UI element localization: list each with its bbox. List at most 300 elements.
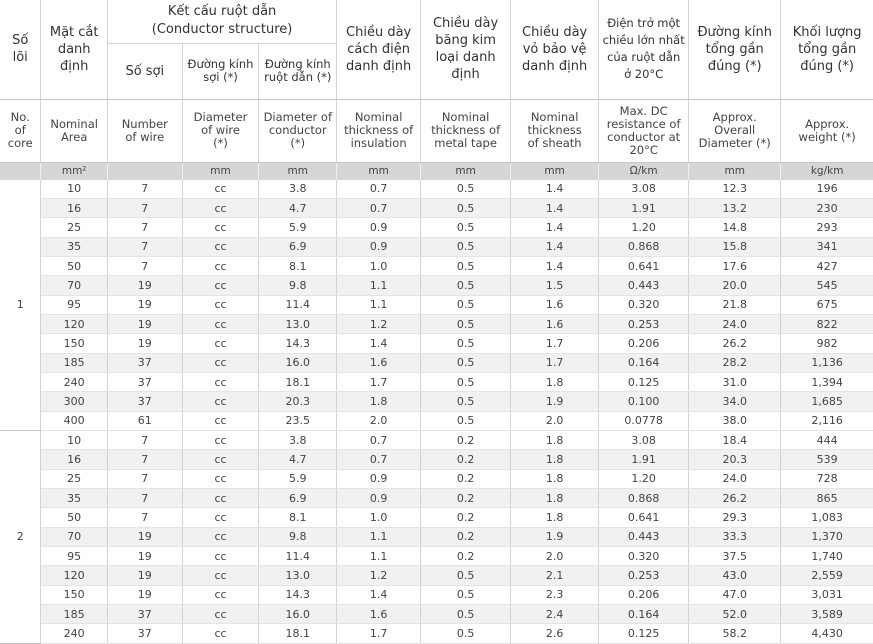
- table-row: [0, 624, 873, 643]
- table-row: [0, 198, 873, 217]
- cell-diameter-wire: cc: [182, 256, 259, 275]
- cell-diameter-conductor: 9.8: [259, 527, 337, 546]
- cell-metal-tape: 0.5: [421, 605, 511, 624]
- header-thick-metal-tape: Nominal thickness of metal tape: [421, 99, 511, 162]
- cell-overall-diameter: 29.3: [689, 508, 781, 527]
- cell-sheath: 1.8: [511, 508, 599, 527]
- cell-weight: 728: [781, 469, 873, 488]
- cell-area: 50: [41, 508, 108, 527]
- table-row: [0, 353, 873, 372]
- cell-number-wire: 7: [107, 489, 182, 508]
- cell-resistance: 0.443: [599, 276, 689, 295]
- cell-area: 35: [41, 489, 108, 508]
- cell-weight: 2,559: [781, 566, 873, 585]
- cell-diameter-wire: cc: [182, 411, 259, 430]
- cell-diameter-wire: cc: [182, 334, 259, 353]
- table-row: [0, 430, 873, 449]
- cell-number-wire: 19: [107, 527, 182, 546]
- cell-resistance: 0.125: [599, 372, 689, 391]
- cell-diameter-wire: cc: [182, 508, 259, 527]
- cell-weight: 822: [781, 314, 873, 333]
- table-row: [0, 295, 873, 314]
- cell-resistance: 0.253: [599, 566, 689, 585]
- cell-metal-tape: 0.5: [421, 334, 511, 353]
- cell-sheath: 1.6: [511, 295, 599, 314]
- cell-area: 300: [41, 392, 108, 411]
- cell-area: 25: [41, 469, 108, 488]
- cell-weight: 341: [781, 237, 873, 256]
- cell-diameter-conductor: 4.7: [259, 450, 337, 469]
- cell-weight: 427: [781, 256, 873, 275]
- table-row: [0, 547, 873, 566]
- cell-sheath: 2.1: [511, 566, 599, 585]
- cell-diameter-wire: cc: [182, 372, 259, 391]
- cell-resistance: 0.443: [599, 527, 689, 546]
- cell-weight: 196: [781, 180, 873, 199]
- cell-area: 95: [41, 295, 108, 314]
- header-ket-cau-vi: Kết cấu ruột dẫn: [167, 4, 277, 20]
- cell-sheath: 1.4: [511, 218, 599, 237]
- cell-resistance: 0.320: [599, 547, 689, 566]
- cell-sheath: 1.8: [511, 372, 599, 391]
- cell-sheath: 2.4: [511, 605, 599, 624]
- cell-sheath: 1.8: [511, 469, 599, 488]
- cell-diameter-conductor: 4.7: [259, 198, 337, 217]
- cell-overall-diameter: 20.3: [689, 450, 781, 469]
- table-row: [0, 237, 873, 256]
- cell-sheath: 1.7: [511, 353, 599, 372]
- cell-metal-tape: 0.5: [421, 276, 511, 295]
- table-row: [0, 566, 873, 585]
- cell-weight: 3,589: [781, 605, 873, 624]
- cell-number-wire: 19: [107, 547, 182, 566]
- cell-resistance: 0.164: [599, 353, 689, 372]
- cell-diameter-wire: cc: [182, 450, 259, 469]
- cell-insulation: 1.8: [337, 392, 421, 411]
- cell-insulation: 0.9: [337, 489, 421, 508]
- cell-number-wire: 7: [107, 198, 182, 217]
- cell-sheath: 1.7: [511, 334, 599, 353]
- cell-sheath: 1.9: [511, 527, 599, 546]
- cell-number-wire: 7: [107, 180, 182, 199]
- cell-number-wire: 19: [107, 585, 182, 604]
- unit-diameter-wire: mm: [182, 162, 259, 180]
- table-row: [0, 605, 873, 624]
- cell-weight: 444: [781, 430, 873, 449]
- cell-number-wire: 7: [107, 469, 182, 488]
- cell-insulation: 2.0: [337, 411, 421, 430]
- cell-area: 50: [41, 256, 108, 275]
- cell-sheath: 1.9: [511, 392, 599, 411]
- cell-resistance: 0.206: [599, 585, 689, 604]
- header-so-soi: Số sợi: [107, 43, 182, 99]
- cell-metal-tape: 0.5: [421, 585, 511, 604]
- cell-insulation: 1.6: [337, 605, 421, 624]
- cell-weight: 4,430: [781, 624, 873, 643]
- table-row: [0, 585, 873, 604]
- cell-resistance: 0.641: [599, 508, 689, 527]
- header-bang-kim-loai: Chiều dày băng kim loại danh định: [421, 0, 511, 99]
- cell-number-wire: 19: [107, 334, 182, 353]
- cell-metal-tape: 0.5: [421, 392, 511, 411]
- cell-diameter-wire: cc: [182, 198, 259, 217]
- cell-number-wire: 61: [107, 411, 182, 430]
- cell-diameter-conductor: 3.8: [259, 180, 337, 199]
- cell-weight: 1,685: [781, 392, 873, 411]
- cell-diameter-conductor: 11.4: [259, 295, 337, 314]
- cell-diameter-wire: cc: [182, 218, 259, 237]
- cell-weight: 230: [781, 198, 873, 217]
- cell-insulation: 1.1: [337, 547, 421, 566]
- header-max-dc: Max. DC resistance of conductor at 20°C: [599, 99, 689, 162]
- cell-diameter-wire: cc: [182, 624, 259, 643]
- cell-insulation: 1.2: [337, 314, 421, 333]
- cell-area: 10: [41, 430, 108, 449]
- cell-metal-tape: 0.5: [421, 353, 511, 372]
- table-row: [0, 527, 873, 546]
- cell-diameter-wire: cc: [182, 527, 259, 546]
- cell-insulation: 0.7: [337, 180, 421, 199]
- cell-insulation: 1.2: [337, 566, 421, 585]
- cell-sheath: 1.8: [511, 489, 599, 508]
- cell-number-wire: 37: [107, 353, 182, 372]
- header-ket-cau-en: (Conductor structure): [151, 22, 293, 38]
- cell-metal-tape: 0.5: [421, 256, 511, 275]
- cell-insulation: 1.4: [337, 585, 421, 604]
- cell-diameter-wire: cc: [182, 353, 259, 372]
- cell-diameter-wire: cc: [182, 295, 259, 314]
- cell-overall-diameter: 28.2: [689, 353, 781, 372]
- cell-number-wire: 37: [107, 372, 182, 391]
- cell-diameter-wire: cc: [182, 237, 259, 256]
- cell-area: 10: [41, 180, 108, 199]
- cell-metal-tape: 0.5: [421, 372, 511, 391]
- header-cach-dien: Chiều dày cách điện danh định: [337, 0, 421, 99]
- cell-area: 120: [41, 566, 108, 585]
- cell-overall-diameter: 33.3: [689, 527, 781, 546]
- cell-metal-tape: 0.2: [421, 508, 511, 527]
- cell-sheath: 1.4: [511, 198, 599, 217]
- cell-sheath: 1.8: [511, 430, 599, 449]
- table-row: [0, 392, 873, 411]
- cell-insulation: 1.7: [337, 624, 421, 643]
- cell-weight: 545: [781, 276, 873, 295]
- cell-diameter-conductor: 3.8: [259, 430, 337, 449]
- unit-overall-diameter: mm: [689, 162, 781, 180]
- header-no-core: No. of core: [0, 99, 41, 162]
- cell-weight: 293: [781, 218, 873, 237]
- unit-resistance: Ω/km: [599, 162, 689, 180]
- cell-metal-tape: 0.5: [421, 180, 511, 199]
- cell-overall-diameter: 31.0: [689, 372, 781, 391]
- cell-overall-diameter: 26.2: [689, 489, 781, 508]
- cell-insulation: 1.1: [337, 295, 421, 314]
- header-duong-kinh-tong: Đường kính tổng gần đúng (*): [689, 0, 781, 99]
- cell-weight: 2,116: [781, 411, 873, 430]
- cell-diameter-conductor: 9.8: [259, 276, 337, 295]
- cell-area: 35: [41, 237, 108, 256]
- cell-number-wire: 37: [107, 392, 182, 411]
- cell-overall-diameter: 24.0: [689, 469, 781, 488]
- cell-resistance: 0.641: [599, 256, 689, 275]
- unit-diameter-conductor: mm: [259, 162, 337, 180]
- cell-resistance: 0.164: [599, 605, 689, 624]
- cell-area: 95: [41, 547, 108, 566]
- cell-weight: 1,740: [781, 547, 873, 566]
- cell-number-wire: 19: [107, 314, 182, 333]
- cell-number-wire: 19: [107, 566, 182, 585]
- cell-diameter-conductor: 5.9: [259, 218, 337, 237]
- cell-overall-diameter: 38.0: [689, 411, 781, 430]
- cell-diameter-conductor: 14.3: [259, 585, 337, 604]
- header-khoi-luong: Khối lượng tổng gần đúng (*): [781, 0, 873, 99]
- cell-metal-tape: 0.5: [421, 411, 511, 430]
- cell-diameter-wire: cc: [182, 392, 259, 411]
- cell-sheath: 2.3: [511, 585, 599, 604]
- cell-diameter-conductor: 13.0: [259, 314, 337, 333]
- cell-weight: 3,031: [781, 585, 873, 604]
- table-row: [0, 314, 873, 333]
- cell-insulation: 0.7: [337, 450, 421, 469]
- cell-diameter-conductor: 8.1: [259, 508, 337, 527]
- cell-resistance: 1.91: [599, 198, 689, 217]
- cell-resistance: 0.100: [599, 392, 689, 411]
- cell-weight: 1,370: [781, 527, 873, 546]
- cell-number-wire: 7: [107, 218, 182, 237]
- header-weight: Approx. weight (*): [781, 99, 873, 162]
- header-thick-insulation: Nominal thickness of insulation: [337, 99, 421, 162]
- cell-number-wire: 7: [107, 237, 182, 256]
- cell-resistance: 1.20: [599, 218, 689, 237]
- cell-metal-tape: 0.5: [421, 314, 511, 333]
- cell-metal-tape: 0.2: [421, 547, 511, 566]
- cell-area: 16: [41, 450, 108, 469]
- cell-metal-tape: 0.2: [421, 527, 511, 546]
- table-row: [0, 218, 873, 237]
- cell-overall-diameter: 17.6: [689, 256, 781, 275]
- cell-overall-diameter: 52.0: [689, 605, 781, 624]
- cell-insulation: 1.1: [337, 527, 421, 546]
- header-overall-diameter: Approx. Overall Diameter (*): [689, 99, 781, 162]
- cell-core: 1: [0, 180, 41, 431]
- cell-overall-diameter: 24.0: [689, 314, 781, 333]
- cell-diameter-conductor: 11.4: [259, 547, 337, 566]
- cell-insulation: 1.0: [337, 256, 421, 275]
- cell-metal-tape: 0.5: [421, 237, 511, 256]
- table-row: [0, 508, 873, 527]
- table-row: [0, 450, 873, 469]
- cell-number-wire: 19: [107, 276, 182, 295]
- cell-metal-tape: 0.5: [421, 198, 511, 217]
- cell-metal-tape: 0.5: [421, 218, 511, 237]
- unit-area: mm²: [41, 162, 108, 180]
- cell-overall-diameter: 21.8: [689, 295, 781, 314]
- cell-overall-diameter: 47.0: [689, 585, 781, 604]
- cell-metal-tape: 0.5: [421, 624, 511, 643]
- cell-resistance: 0.868: [599, 237, 689, 256]
- cell-overall-diameter: 18.4: [689, 430, 781, 449]
- cell-diameter-conductor: 5.9: [259, 469, 337, 488]
- header-so-loi: Số lõi: [0, 0, 41, 99]
- cell-area: 70: [41, 276, 108, 295]
- header-mat-cat: Mặt cắt danh định: [41, 0, 108, 99]
- unit-metal-tape: mm: [421, 162, 511, 180]
- cell-resistance: 1.20: [599, 469, 689, 488]
- cell-insulation: 1.1: [337, 276, 421, 295]
- cell-weight: 539: [781, 450, 873, 469]
- cell-number-wire: 37: [107, 605, 182, 624]
- cell-overall-diameter: 15.8: [689, 237, 781, 256]
- cell-resistance: 3.08: [599, 180, 689, 199]
- cell-diameter-wire: cc: [182, 276, 259, 295]
- unit-sheath: mm: [511, 162, 599, 180]
- cell-number-wire: 37: [107, 624, 182, 643]
- header-ket-cau: [107, 0, 336, 43]
- cell-resistance: 0.253: [599, 314, 689, 333]
- cell-resistance: 0.868: [599, 489, 689, 508]
- cell-area: 240: [41, 624, 108, 643]
- cell-resistance: 1.91: [599, 450, 689, 469]
- cell-overall-diameter: 34.0: [689, 392, 781, 411]
- cell-area: 120: [41, 314, 108, 333]
- cell-diameter-wire: cc: [182, 547, 259, 566]
- cell-diameter-conductor: 8.1: [259, 256, 337, 275]
- cell-diameter-wire: cc: [182, 314, 259, 333]
- cell-diameter-conductor: 18.1: [259, 624, 337, 643]
- table-row: [0, 469, 873, 488]
- cell-overall-diameter: 37.5: [689, 547, 781, 566]
- cell-weight: 1,394: [781, 372, 873, 391]
- cell-metal-tape: 0.2: [421, 489, 511, 508]
- cell-sheath: 1.4: [511, 256, 599, 275]
- cell-diameter-conductor: 23.5: [259, 411, 337, 430]
- cell-area: 16: [41, 198, 108, 217]
- cell-sheath: 1.5: [511, 276, 599, 295]
- cell-sheath: 1.4: [511, 180, 599, 199]
- cell-metal-tape: 0.2: [421, 450, 511, 469]
- header-duong-kinh-soi: Đường kính sợi (*): [182, 43, 259, 99]
- cell-sheath: 1.4: [511, 237, 599, 256]
- cell-area: 25: [41, 218, 108, 237]
- cell-resistance: 0.0778: [599, 411, 689, 430]
- cell-sheath: 2.6: [511, 624, 599, 643]
- cell-weight: 1,136: [781, 353, 873, 372]
- cell-diameter-wire: cc: [182, 430, 259, 449]
- cell-insulation: 0.9: [337, 218, 421, 237]
- cell-diameter-conductor: 6.9: [259, 489, 337, 508]
- cell-diameter-conductor: 13.0: [259, 566, 337, 585]
- cell-diameter-conductor: 20.3: [259, 392, 337, 411]
- cell-insulation: 1.6: [337, 353, 421, 372]
- cell-weight: 675: [781, 295, 873, 314]
- cell-diameter-conductor: 16.0: [259, 605, 337, 624]
- cell-insulation: 0.7: [337, 198, 421, 217]
- cell-resistance: 0.125: [599, 624, 689, 643]
- cell-sheath: 1.8: [511, 450, 599, 469]
- cell-area: 400: [41, 411, 108, 430]
- cell-metal-tape: 0.2: [421, 430, 511, 449]
- cell-diameter-conductor: 16.0: [259, 353, 337, 372]
- table-body: [0, 180, 873, 644]
- cell-sheath: 2.0: [511, 411, 599, 430]
- cell-area: 185: [41, 353, 108, 372]
- cell-weight: 865: [781, 489, 873, 508]
- cell-metal-tape: 0.5: [421, 566, 511, 585]
- cell-sheath: 2.0: [511, 547, 599, 566]
- cell-insulation: 1.7: [337, 372, 421, 391]
- cell-overall-diameter: 20.0: [689, 276, 781, 295]
- cell-overall-diameter: 14.8: [689, 218, 781, 237]
- cell-diameter-wire: cc: [182, 469, 259, 488]
- header-diameter-conductor: Diameter of conductor (*): [259, 99, 337, 162]
- table-row: [0, 372, 873, 391]
- table-row: [0, 180, 873, 199]
- table-row: [0, 276, 873, 295]
- cell-insulation: 0.9: [337, 469, 421, 488]
- cell-number-wire: 7: [107, 508, 182, 527]
- cell-number-wire: 19: [107, 295, 182, 314]
- header-thick-sheath: Nominal thickness of sheath: [511, 99, 599, 162]
- cell-diameter-wire: cc: [182, 489, 259, 508]
- cell-area: 70: [41, 527, 108, 546]
- cell-resistance: 0.320: [599, 295, 689, 314]
- cell-overall-diameter: 26.2: [689, 334, 781, 353]
- unit-insulation: mm: [337, 162, 421, 180]
- unit-weight: kg/km: [781, 162, 873, 180]
- cell-number-wire: 7: [107, 430, 182, 449]
- cell-overall-diameter: 12.3: [689, 180, 781, 199]
- header-dien-tro: Điện trở một chiều lớn nhất của ruột dẫn ở 20°C: [599, 0, 689, 99]
- cell-insulation: 0.7: [337, 430, 421, 449]
- cell-sheath: 1.6: [511, 314, 599, 333]
- cell-resistance: 3.08: [599, 430, 689, 449]
- cell-insulation: 1.0: [337, 508, 421, 527]
- cell-overall-diameter: 13.2: [689, 198, 781, 217]
- cell-overall-diameter: 58.2: [689, 624, 781, 643]
- cell-insulation: 1.4: [337, 334, 421, 353]
- header-nominal-area: Nominal Area: [41, 99, 108, 162]
- cell-diameter-conductor: 18.1: [259, 372, 337, 391]
- unit-core: [0, 162, 41, 180]
- table-row: [0, 334, 873, 353]
- cell-weight: 982: [781, 334, 873, 353]
- table-row: [0, 489, 873, 508]
- cell-area: 185: [41, 605, 108, 624]
- cell-diameter-wire: cc: [182, 585, 259, 604]
- header-vo-bao-ve: Chiều dày vỏ bảo vệ danh định: [511, 0, 599, 99]
- cell-weight: 1,083: [781, 508, 873, 527]
- cell-number-wire: 7: [107, 256, 182, 275]
- table-row: [0, 411, 873, 430]
- cell-diameter-wire: cc: [182, 605, 259, 624]
- cell-diameter-conductor: 6.9: [259, 237, 337, 256]
- table-row: [0, 256, 873, 275]
- cell-area: 150: [41, 334, 108, 353]
- unit-number-wire: [107, 162, 182, 180]
- cell-area: 240: [41, 372, 108, 391]
- cell-insulation: 0.9: [337, 237, 421, 256]
- cell-metal-tape: 0.2: [421, 469, 511, 488]
- cell-number-wire: 7: [107, 450, 182, 469]
- cell-diameter-wire: cc: [182, 566, 259, 585]
- header-diameter-wire: Diameter of wire (*): [182, 99, 259, 162]
- cell-diameter-wire: cc: [182, 180, 259, 199]
- cell-overall-diameter: 43.0: [689, 566, 781, 585]
- cell-area: 150: [41, 585, 108, 604]
- cell-diameter-conductor: 14.3: [259, 334, 337, 353]
- cell-metal-tape: 0.5: [421, 295, 511, 314]
- cell-core: 2: [0, 430, 41, 643]
